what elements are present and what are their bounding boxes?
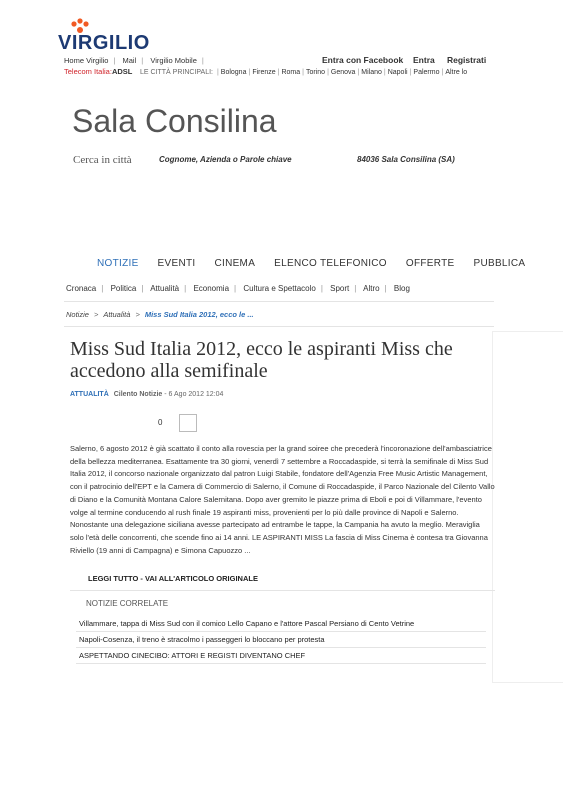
related-item[interactable]: Napoli-Cosenza, il treno è stracolmo i passeggeri lo bloccano per protesta xyxy=(79,635,325,644)
nav-item-notizie[interactable]: NOTIZIE xyxy=(97,258,139,269)
nav-item-offerte[interactable]: OFFERTE xyxy=(405,258,455,269)
divider xyxy=(64,301,494,302)
article-body: Salerno, 6 agosto 2012 è già scattato il conto alla rovescia per la grand soiree che precederà l'incoronazione dell'ambasciatrice della bellezza mediterranea. Esattamente tra 30 giorni, venerdì 7 settembre a Roccadaspide, si terrà la semifinale di Miss Sud Italia 2012, il concorso nazionale organizzato dal patron Luigi Stabile, fondatore dell'Agenzia Free Music Artistic Management, con il patrocinio dell'EPT e la Camera di Commercio di Salerno, il Comune di Roccadaspide, il Parco Nazionale del Cilento Vallo di Diano e la Comunità Montana Calore Salernitana. Dopo aver gremito le piazze prima di Eboli e poi di Villammare, l'evento volge al termine conducendo al rush finale 19 aspiranti miss, provenienti per lo più dalle province di Napoli e Salerno. Nonostante una delegazione siciliana avesse partecipato ad entrambe le tappe, la Campania ha avuto la meglio. Meraviglia solo l'età delle concorrenti, che scende fino ai 14 anni. LE ASPIRANTI MISS La fascia di Miss Cinema è contesa tra Giovanna Riviello (19 anni di Campagna) e Simona Capuozzo ... xyxy=(70,444,495,555)
divider xyxy=(76,663,486,664)
nav-item-eventi[interactable]: EVENTI xyxy=(157,258,196,269)
city-link-firenze[interactable]: Firenze xyxy=(252,69,276,76)
city-link-palermo[interactable]: Palermo xyxy=(413,69,440,76)
page-title: Sala Consilina xyxy=(72,103,277,139)
breadcrumb-notizie[interactable]: Notizie xyxy=(66,310,89,319)
virgilio-mobile-link[interactable]: Virgilio Mobile xyxy=(150,56,197,65)
facebook-login-link[interactable]: Entra con Facebook xyxy=(322,55,404,65)
logo-wordmark: VIRGILIO xyxy=(58,32,150,54)
sidebar-ad-box xyxy=(492,331,563,683)
subnav-politica[interactable]: Politica xyxy=(110,284,137,293)
city-link-bologna[interactable]: Bologna xyxy=(220,69,247,76)
city-link-genova[interactable]: Genova xyxy=(330,69,356,76)
login-link[interactable]: Entra xyxy=(413,55,435,65)
sub-nav: Cronaca | Politica | Attualità | Economia | Cultura e Spettacolo | Sport | Altro | Blog xyxy=(66,284,410,293)
home-virgilio-link[interactable]: Home Virgilio xyxy=(64,56,109,65)
nav-item-pubblica[interactable]: PUBBLICA xyxy=(473,258,526,269)
city-link-napoli[interactable]: Napoli xyxy=(387,69,408,76)
nav-item-cinema[interactable]: CINEMA xyxy=(214,258,256,269)
city-link-torino[interactable]: Torino xyxy=(306,69,326,76)
article-source: Cilento Notizie xyxy=(113,391,163,398)
city-link-roma[interactable]: Roma xyxy=(281,69,301,76)
article-meta xyxy=(70,391,223,398)
subnav-altro[interactable]: Altro xyxy=(363,284,380,293)
main-cities-bar: LE CITTÀ PRINCIPALI: | Bologna | Firenze | Roma | Torino | Genova | Milano | Napoli | Palermo | Altre lo xyxy=(140,69,468,76)
top-links: Home Virgilio | Mail | Virgilio Mobile | xyxy=(64,56,204,65)
cities-label: LE CITTÀ PRINCIPALI: xyxy=(140,69,213,76)
adsl-label: ADSL xyxy=(111,67,133,76)
city-link-altre[interactable]: Altre lo xyxy=(445,69,468,76)
nav-item-elenco-telefonico[interactable]: ELENCO TELEFONICO xyxy=(274,258,387,269)
breadcrumb: Notizie > Attualità > Miss Sud Italia 2012, ecco le ... xyxy=(66,310,254,319)
article-category[interactable]: ATTUALITÀ xyxy=(70,391,109,398)
article-date: - 6 Ago 2012 12:04 xyxy=(162,391,224,398)
subnav-cultura[interactable]: Cultura e Spettacolo xyxy=(243,284,316,293)
article-title: Miss Sud Italia 2012, ecco le aspiranti Miss che accedono alla semifinale xyxy=(70,338,453,382)
register-link[interactable]: Registrati xyxy=(447,55,487,65)
divider xyxy=(76,647,486,648)
divider xyxy=(76,631,486,632)
divider xyxy=(64,326,494,327)
city-link-milano[interactable]: Milano xyxy=(361,69,382,76)
subnav-cronaca[interactable]: Cronaca xyxy=(66,284,97,293)
related-news-title: NOTIZIE CORRELATE xyxy=(86,599,169,608)
search-label: Cerca in città xyxy=(73,154,132,166)
share-count: 0 xyxy=(158,418,163,427)
divider xyxy=(70,590,495,591)
related-item[interactable]: ASPETTANDO CINECIBO: ATTORI E REGISTI DIVENTANO CHEF xyxy=(79,651,306,660)
breadcrumb-attualita[interactable]: Attualità xyxy=(103,310,131,319)
telecom-link[interactable] xyxy=(64,67,132,76)
mail-link[interactable]: Mail xyxy=(122,56,137,65)
read-more-link[interactable]: LEGGI TUTTO - VAI ALL'ARTICOLO ORIGINALE xyxy=(88,574,258,583)
related-item[interactable]: Villammare, tappa di Miss Sud con il comico Lello Capano e l'attore Pascal Persiano di Cento Vetrine xyxy=(79,619,415,628)
subnav-blog[interactable]: Blog xyxy=(393,284,410,293)
subnav-economia[interactable]: Economia xyxy=(193,284,230,293)
breadcrumb-current: Miss Sud Italia 2012, ecco le ... xyxy=(144,310,254,319)
location-input[interactable]: 84036 Sala Consilina (SA) xyxy=(357,155,455,164)
share-button[interactable] xyxy=(179,414,197,432)
main-nav xyxy=(97,258,526,269)
subnav-sport[interactable]: Sport xyxy=(330,284,350,293)
subnav-attualita[interactable]: Attualità xyxy=(150,284,180,293)
search-input[interactable]: Cognome, Azienda o Parole chiave xyxy=(159,155,292,164)
telecom-label: Telecom Italia: xyxy=(64,67,112,76)
